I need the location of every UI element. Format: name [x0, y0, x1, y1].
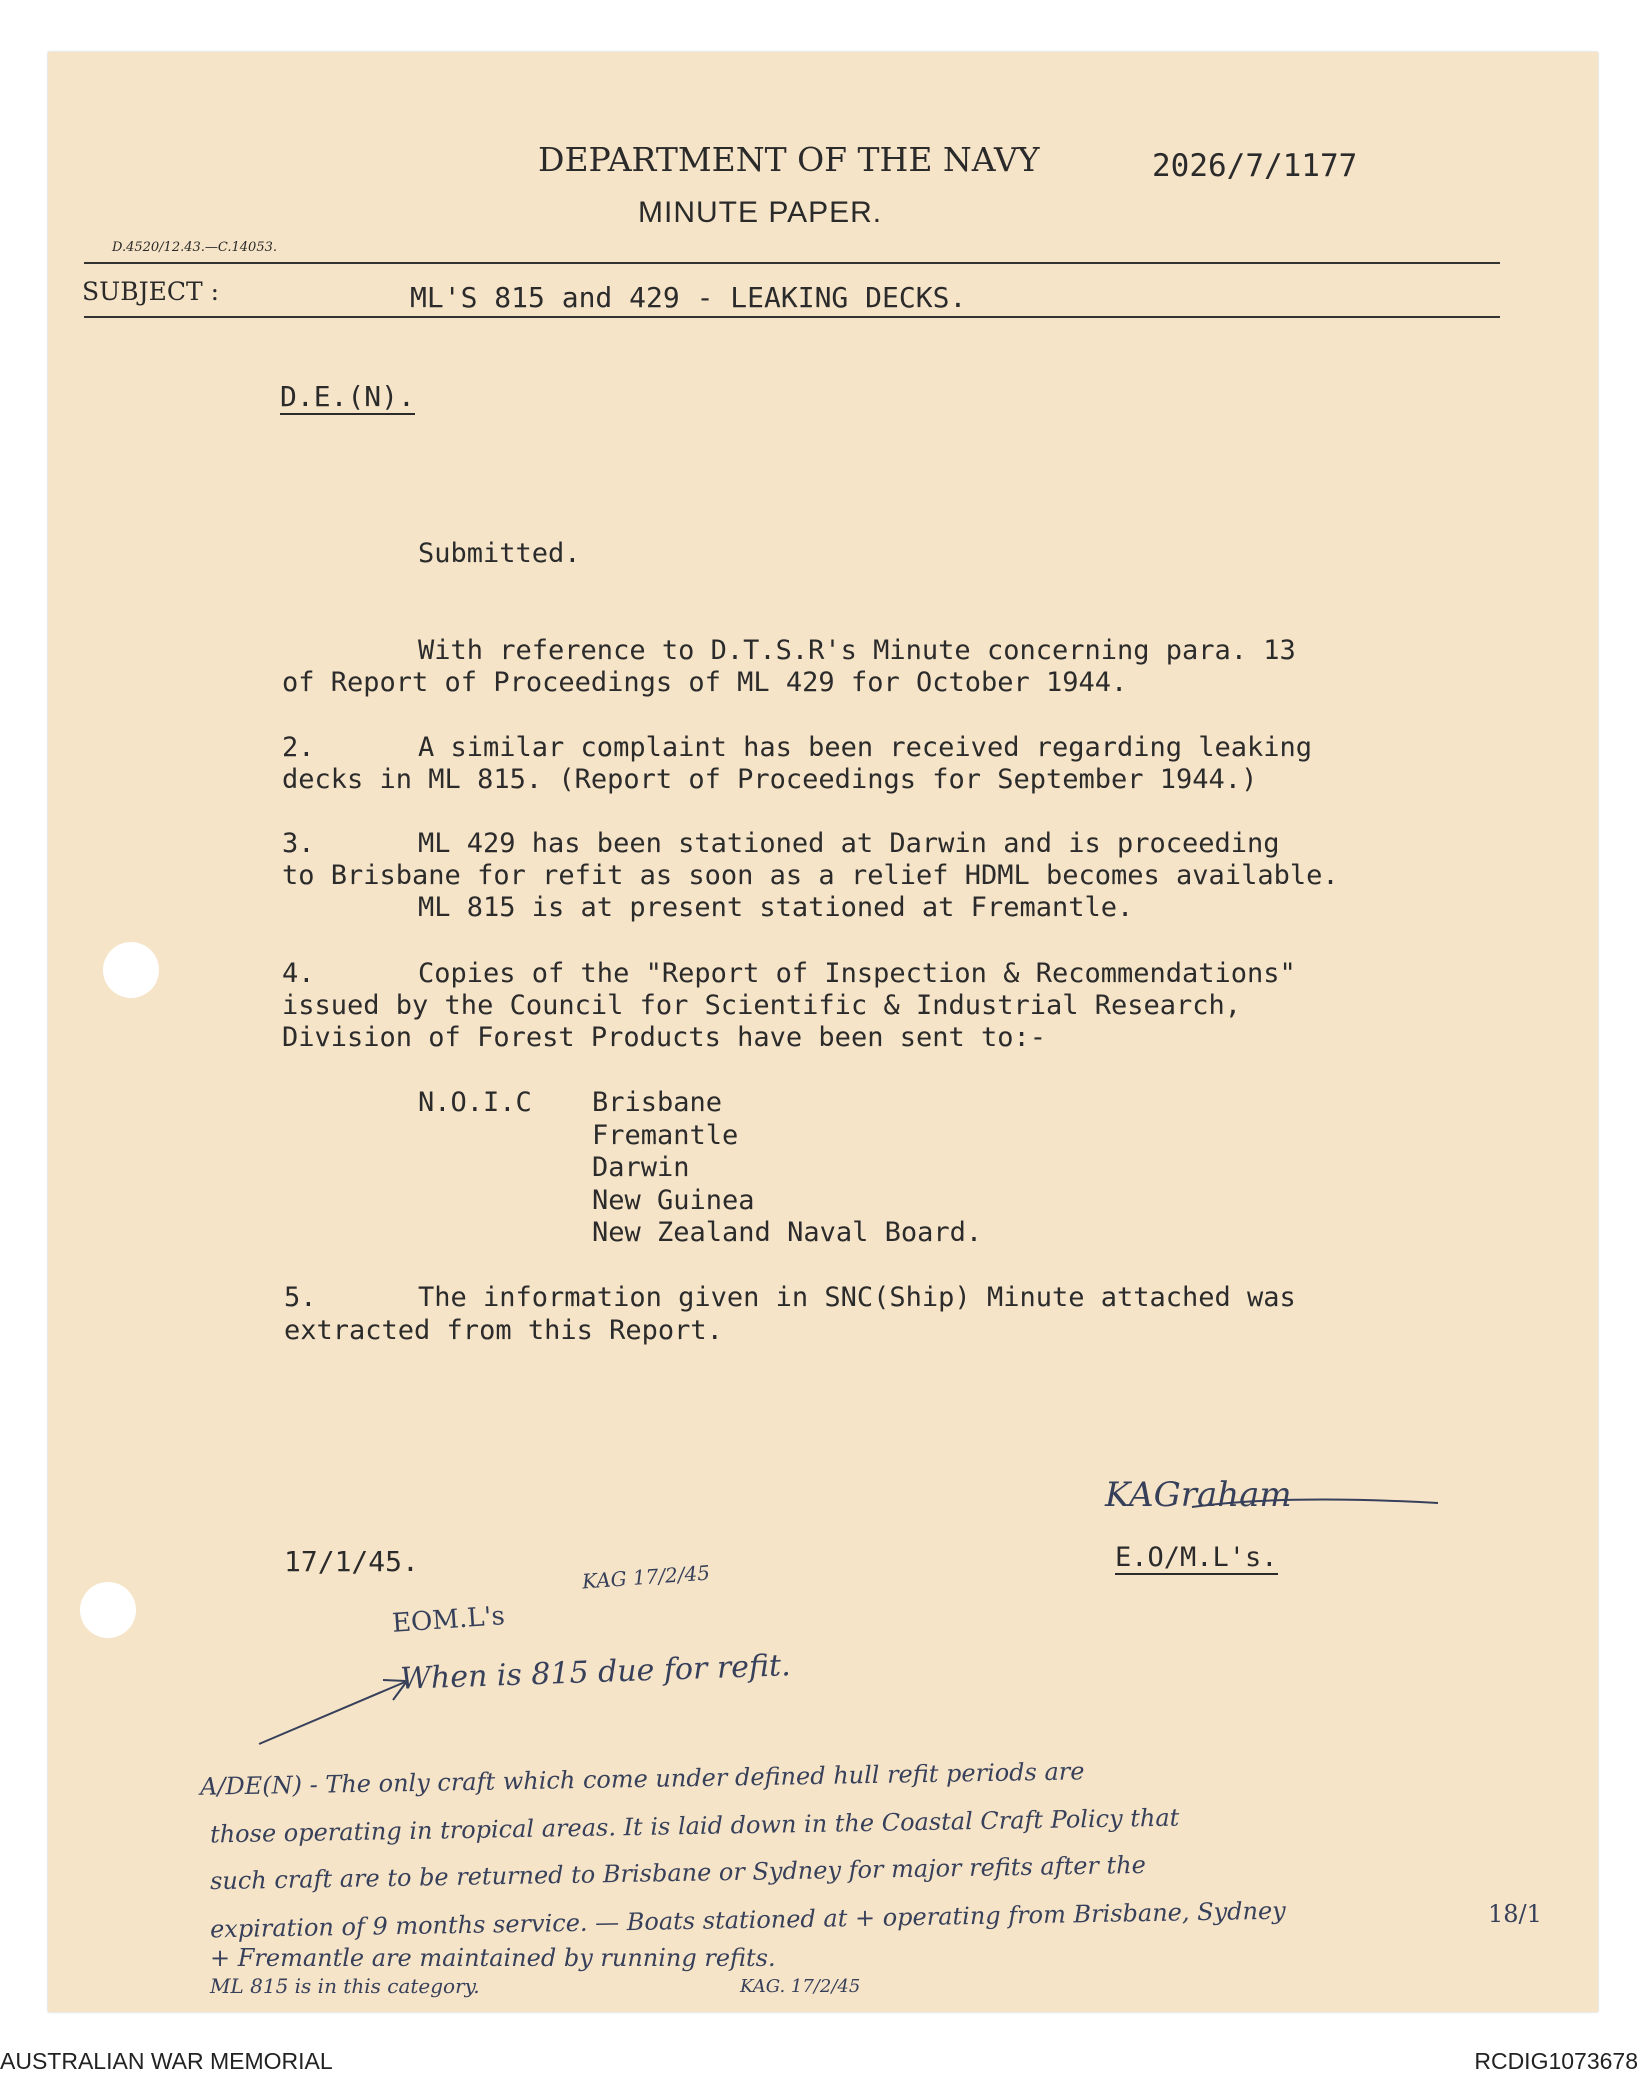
subject-text: ML'S 815 and 429 - LEAKING DECKS.: [410, 281, 967, 314]
para2-number: 2.: [282, 732, 315, 763]
para2-line1: A similar complaint has been received regarding leaking: [418, 732, 1313, 763]
form-code: D.4520/12.43.—C.14053.: [112, 240, 278, 255]
para5-line2: extracted from this Report.: [284, 1315, 723, 1346]
signatory-title: E.O/M.L's.: [1115, 1542, 1278, 1573]
para4-number: 4.: [282, 958, 315, 989]
handwritten-reply-line: expiration of 9 months service. — Boats stationed at + operating from Brisbane, Sydney: [209, 1896, 1286, 1944]
handwritten-reply-line: + Fremantle are maintained by running refits.: [210, 1944, 776, 1972]
distribution-item: Fremantle: [592, 1120, 739, 1151]
department-heading: DEPARTMENT OF THE NAVY: [538, 140, 1040, 179]
handwritten-initials: KAG 17/2/45: [581, 1560, 711, 1594]
distribution-item: New Guinea: [592, 1185, 755, 1216]
handwritten-reply-line: those operating in tropical areas. It is laid down in the Coastal Craft Policy that: [209, 1803, 1180, 1849]
punch-hole-lower: [80, 1582, 136, 1638]
handwritten-reply-line: such craft are to be returned to Brisbane or Sydney for major refits after the: [209, 1850, 1147, 1896]
folio-number: 18/1: [1488, 1900, 1542, 1928]
para4-line1: Copies of the "Report of Inspection & Recommendations": [418, 958, 1296, 989]
handwritten-reply-last: ML 815 is in this category.: [210, 1974, 480, 1998]
para3-line3: ML 815 is at present stationed at Fremantle.: [418, 892, 1134, 923]
para1-line2: of Report of Proceedings of ML 429 for October 1944.: [282, 667, 1128, 698]
para3-line2: to Brisbane for refit as soon as a relief HDML becomes available.: [282, 860, 1339, 891]
para2-line2: decks in ML 815. (Report of Proceedings for September 1944.): [282, 764, 1258, 795]
handwritten-initials: KAG. 17/2/45: [740, 1976, 861, 1997]
subject-bottom-rule: [84, 316, 1500, 318]
para4-line3: Division of Forest Products have been sent to:-: [282, 1022, 1047, 1053]
submitted-line: Submitted.: [418, 538, 581, 569]
handwritten-signature: KAGraham: [1105, 1475, 1292, 1515]
para5-line1: The information given in SNC(Ship) Minute attached was: [418, 1282, 1296, 1313]
distribution-item: New Zealand Naval Board.: [592, 1217, 983, 1248]
para4-line2: issued by the Council for Scientific & Industrial Research,: [282, 990, 1242, 1021]
addressee: D.E.(N).: [280, 380, 415, 413]
distribution-item: Darwin: [592, 1152, 690, 1183]
subject-top-rule: [84, 262, 1500, 264]
archive-credit: AUSTRALIAN WAR MEMORIAL: [0, 2048, 333, 2074]
distribution-item: Brisbane: [592, 1087, 723, 1118]
handwritten-query: When is 815 due for refit.: [399, 1648, 792, 1697]
para5-number: 5.: [284, 1282, 317, 1313]
para3-number: 3.: [282, 828, 315, 859]
distribution-prefix: N.O.I.C: [418, 1087, 532, 1118]
reference-number: 2026/7/1177: [1152, 148, 1358, 184]
punch-hole-upper: [103, 942, 159, 998]
para1-line1: With reference to D.T.S.R's Minute concerning para. 13: [418, 635, 1296, 666]
archive-id: RCDIG1073678: [1474, 2048, 1638, 2074]
handwritten-recipient: EOM.L's: [391, 1601, 506, 1639]
subject-label: SUBJECT :: [82, 277, 220, 306]
para3-line1: ML 429 has been stationed at Darwin and is proceeding: [418, 828, 1280, 859]
minute-date: 17/1/45.: [284, 1545, 419, 1578]
signature-flourish: [1190, 1495, 1440, 1515]
form-title: MINUTE PAPER.: [638, 196, 883, 229]
query-arrow-icon: [255, 1668, 415, 1748]
handwritten-reply-line: A/DE(N) - The only craft which come under defined hull refit periods are: [199, 1757, 1085, 1801]
